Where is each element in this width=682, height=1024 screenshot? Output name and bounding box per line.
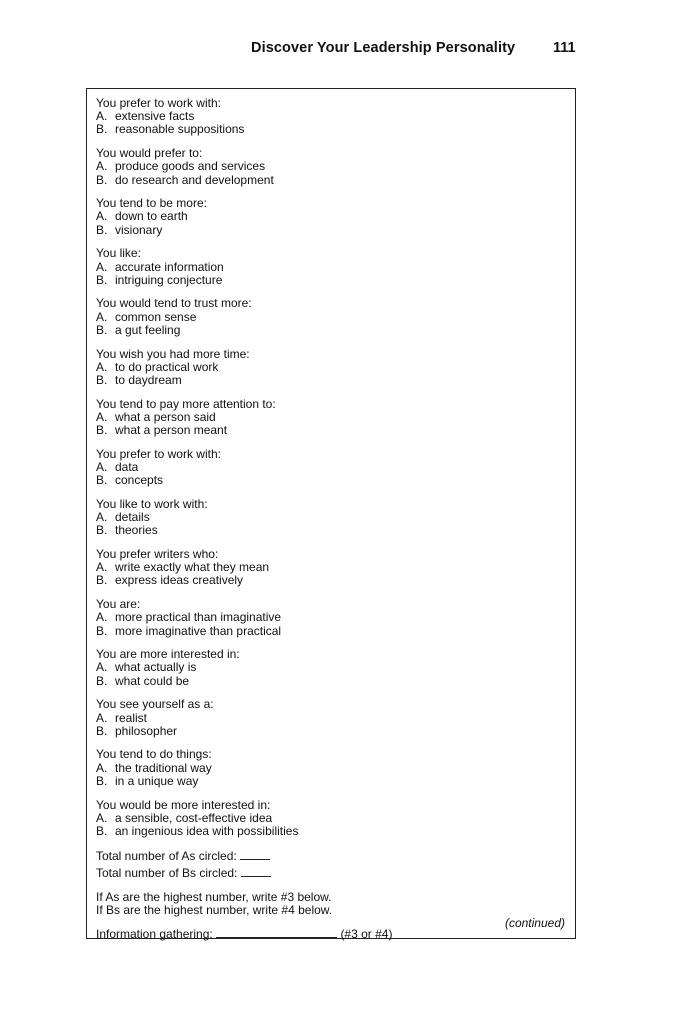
option-text: data — [115, 459, 139, 474]
option-text: extensive facts — [115, 109, 195, 124]
option-text: what actually is — [115, 660, 197, 675]
information-gathering-label: Information gathering: — [96, 927, 213, 942]
option-letter: A. — [96, 560, 108, 575]
question-prompt: You prefer writers who: — [96, 546, 219, 561]
option-text: an ingenious idea with possibilities — [115, 823, 299, 838]
option-letter: A. — [96, 109, 108, 124]
option-text: what a person meant — [115, 423, 228, 438]
total-bs-label: Total number of Bs circled: — [96, 865, 238, 880]
question-prompt: You see yourself as a: — [96, 697, 214, 712]
answer-option-b[interactable] — [96, 274, 566, 287]
option-text: a sensible, cost-effective idea — [115, 810, 273, 825]
question-block — [96, 97, 566, 137]
page-number: 111 — [553, 40, 576, 56]
question-block — [96, 297, 566, 337]
total-bs-blank[interactable] — [241, 866, 271, 877]
option-text: express ideas creatively — [115, 573, 244, 588]
question-prompt: You would prefer to: — [96, 146, 203, 161]
option-letter: A. — [96, 710, 108, 725]
option-text: concepts — [115, 473, 164, 488]
option-text: realist — [115, 710, 148, 725]
question-block — [96, 348, 566, 388]
option-letter: A. — [96, 409, 108, 424]
option-letter: A. — [96, 510, 108, 525]
option-text: do research and development — [115, 172, 274, 187]
option-text: to do practical work — [115, 359, 219, 374]
information-gathering-blank[interactable] — [216, 927, 337, 938]
question-block — [96, 598, 566, 638]
page-header-title: Discover Your Leadership Personality — [251, 40, 516, 56]
question-prompt: You are: — [96, 597, 141, 612]
question-prompt: You like: — [96, 246, 141, 261]
option-letter: B. — [96, 473, 108, 488]
option-text: down to earth — [115, 209, 188, 224]
option-text: reasonable suppositions — [115, 122, 245, 137]
option-text: theories — [115, 523, 158, 538]
option-letter: A. — [96, 610, 108, 625]
answer-option-b[interactable] — [96, 524, 566, 537]
option-text: visionary — [115, 222, 163, 237]
answer-option-a[interactable] — [96, 210, 566, 223]
question-block — [96, 648, 566, 688]
answer-option-b[interactable] — [96, 675, 566, 688]
answer-option-a[interactable] — [96, 461, 566, 474]
option-letter: B. — [96, 623, 108, 638]
instruction-line-2: If Bs are the highest number, write #4 below. — [96, 903, 333, 918]
question-block — [96, 247, 566, 287]
information-gathering-suffix: (#3 or #4) — [340, 927, 393, 942]
option-letter: B. — [96, 423, 108, 438]
answer-option-b[interactable] — [96, 374, 566, 387]
answer-option-b[interactable] — [96, 825, 566, 838]
question-block — [96, 398, 566, 438]
question-block — [96, 548, 566, 588]
answer-option-b[interactable] — [96, 474, 566, 487]
option-letter: B. — [96, 573, 108, 588]
question-prompt: You prefer to work with: — [96, 446, 221, 461]
question-prompt: You tend to do things: — [96, 747, 212, 762]
question-block — [96, 748, 566, 788]
question-prompt: You would be more interested in: — [96, 797, 271, 812]
question-prompt: You tend to be more: — [96, 196, 207, 211]
instructions — [96, 891, 566, 917]
option-text: a gut feeling — [115, 322, 181, 337]
option-text: produce goods and services — [115, 159, 266, 174]
question-list — [96, 97, 566, 838]
question-prompt: You prefer to work with: — [96, 96, 221, 110]
answer-option-b[interactable] — [96, 324, 566, 337]
option-text: common sense — [115, 309, 197, 324]
questionnaire-content — [96, 97, 566, 942]
answer-option-b[interactable] — [96, 424, 566, 437]
question-prompt: You would tend to trust more: — [96, 296, 252, 311]
question-block — [96, 498, 566, 538]
option-letter: A. — [96, 459, 108, 474]
question-prompt: You like to work with: — [96, 496, 208, 511]
option-text: in a unique way — [115, 773, 199, 788]
option-text: what a person said — [115, 409, 216, 424]
option-letter: A. — [96, 810, 108, 825]
answer-option-b[interactable] — [96, 123, 566, 136]
answer-option-b[interactable] — [96, 174, 566, 187]
option-letter: A. — [96, 760, 108, 775]
option-text: more imaginative than practical — [115, 623, 282, 638]
total-bs-line — [96, 866, 566, 880]
answer-option-b[interactable] — [96, 224, 566, 237]
answer-option-b[interactable] — [96, 574, 566, 587]
question-prompt: You tend to pay more attention to: — [96, 396, 276, 411]
question-block — [96, 147, 566, 187]
answer-option-b[interactable] — [96, 625, 566, 638]
option-text: more practical than imaginative — [115, 610, 282, 625]
option-letter: B. — [96, 773, 108, 788]
option-letter: A. — [96, 259, 108, 274]
answer-option-a[interactable] — [96, 511, 566, 524]
option-text: what could be — [115, 673, 190, 688]
option-letter: B. — [96, 523, 108, 538]
option-letter: B. — [96, 122, 108, 137]
answer-option-b[interactable] — [96, 725, 566, 738]
total-as-blank[interactable] — [240, 849, 270, 860]
option-letter: B. — [96, 723, 108, 738]
option-letter: B. — [96, 172, 108, 187]
option-text: philosopher — [115, 723, 178, 738]
question-prompt: You are more interested in: — [96, 647, 240, 662]
option-text: to daydream — [115, 372, 182, 387]
total-as-label: Total number of As circled: — [96, 848, 237, 863]
option-letter: A. — [96, 159, 108, 174]
option-letter: B. — [96, 322, 108, 337]
option-text: intriguing conjecture — [115, 272, 223, 287]
instruction-line-1: If As are the highest number, write #3 below. — [96, 890, 332, 905]
option-letter: A. — [96, 359, 108, 374]
option-letter: B. — [96, 823, 108, 838]
question-block — [96, 698, 566, 738]
totals-section — [96, 849, 566, 880]
continued-note: (continued) — [504, 916, 565, 930]
option-letter: A. — [96, 660, 108, 675]
total-as-line — [96, 849, 566, 863]
question-block — [96, 448, 566, 488]
option-letter: B. — [96, 673, 108, 688]
option-text: the traditional way — [115, 760, 212, 775]
answer-option-b[interactable] — [96, 775, 566, 788]
option-text: details — [115, 510, 150, 525]
question-block — [96, 799, 566, 839]
option-letter: B. — [96, 372, 108, 387]
information-gathering-line — [96, 927, 566, 941]
option-letter: A. — [96, 209, 108, 224]
option-letter: B. — [96, 272, 108, 287]
question-block — [96, 197, 566, 237]
option-text: accurate information — [115, 259, 224, 274]
option-letter: A. — [96, 309, 108, 324]
option-text: write exactly what they mean — [115, 560, 270, 575]
question-prompt: You wish you had more time: — [96, 346, 250, 361]
option-letter: B. — [96, 222, 108, 237]
